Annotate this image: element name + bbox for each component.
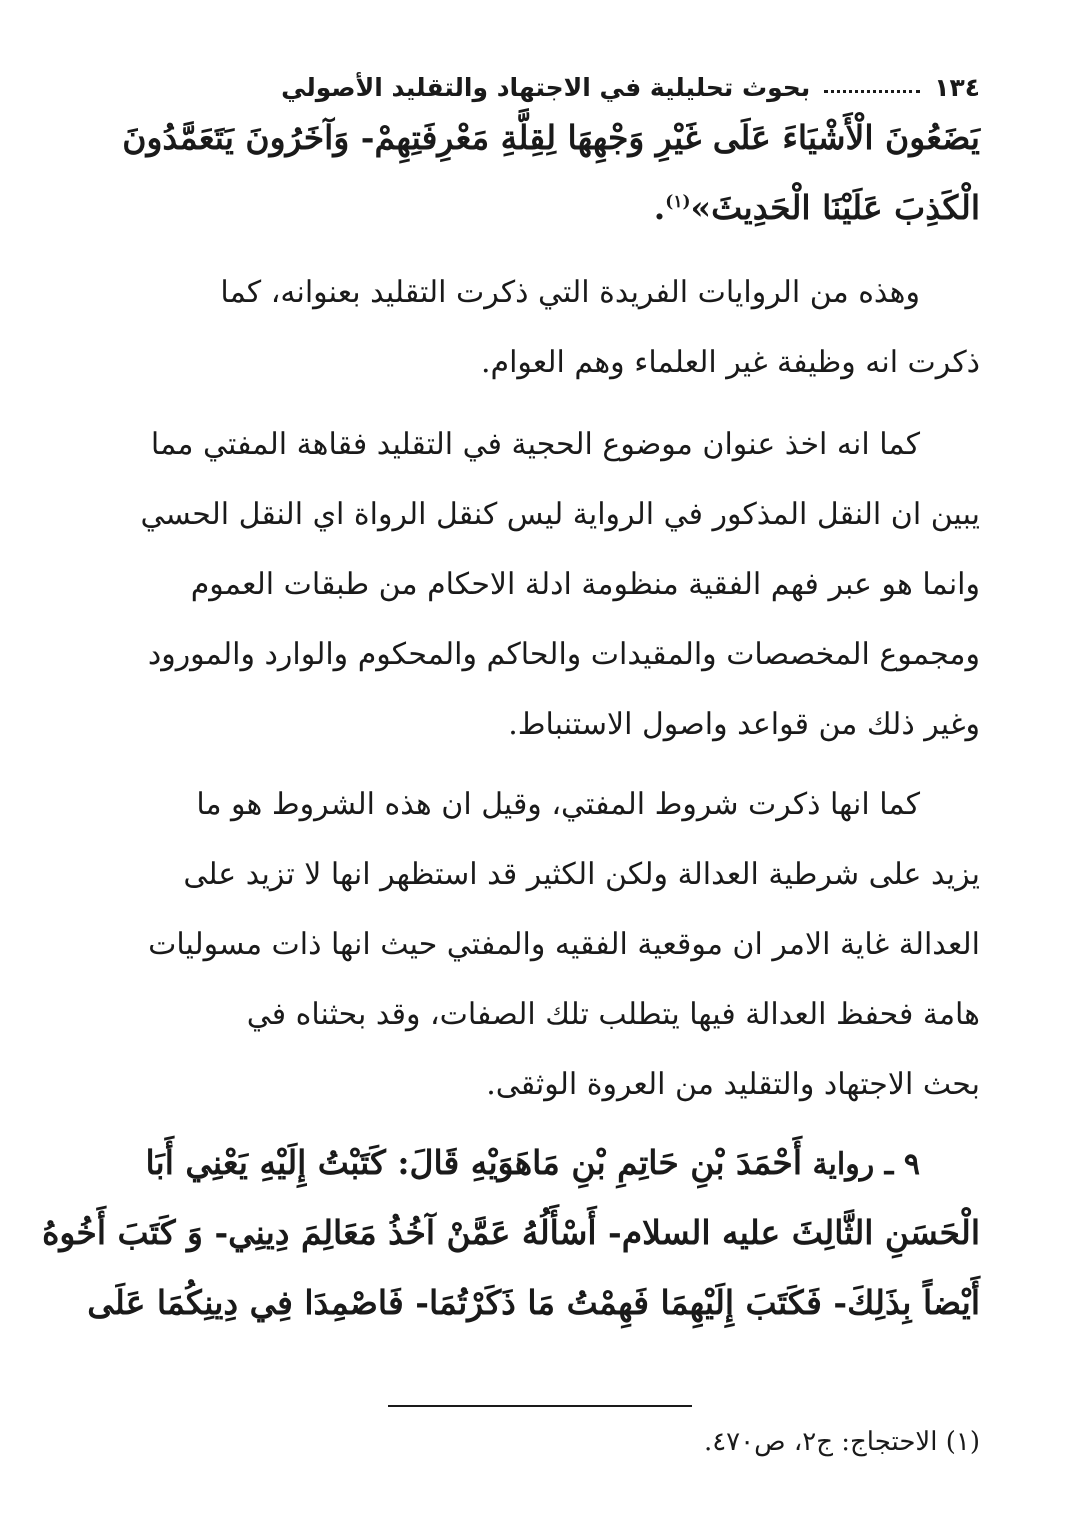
paragraph-2 — [103, 410, 980, 760]
paragraph-line: كما انها ذكرت شروط المفتي، وقيل ان هذه الشروط هو ما — [196, 787, 920, 822]
paragraph-line: يزيد على شرطية العدالة ولكن الكثير قد استظهر انها لا تزيد على — [183, 857, 980, 892]
narration-line: ٩ ـ رواية أَحْمَدَ بْنِ حَاتِمِ بْنِ مَاهَوَيْهِ قَالَ: كَتَبْتُ إِلَيْهِ يَعْنِي أَبَا — [145, 1143, 920, 1182]
quote-line-2: الْكَذِبَ عَلَيْنَا الْحَدِيثَ»$^{(١)}$. — [653, 188, 980, 227]
quote-continuation — [103, 103, 980, 243]
paragraph-line: هامة فحفظ العدالة فيها يتطلب تلك الصفات، وقد بحثناه في — [246, 997, 980, 1032]
footnote-reference: (١) — [665, 192, 691, 212]
paragraph-line: العدالة غاية الامر ان موقعية الفقيه والمفتي حيث انها ذات مسوليات — [148, 927, 980, 962]
paragraph-line: بحث الاجتهاد والتقليد من العروة الوثقى. — [486, 1067, 980, 1102]
dotted-leader — [824, 90, 920, 93]
book-title: بحوث تحليلية في الاجتهاد والتقليد الأصولي — [281, 73, 811, 102]
narration-line: الْحَسَنِ الثَّالِثَ عليه السلام- أَسْأَلُهُ عَمَّنْ آخُذُ مَعَالِمَ دِينِي- وَ كَتَبَ أَخُوهُ — [42, 1213, 980, 1252]
paragraph-1 — [103, 258, 980, 398]
footnote: (١) الاحتجاج: ج٢، ص٤٧٠. — [703, 1427, 980, 1457]
footnote-separator — [388, 1405, 692, 1407]
paragraph-line: وغير ذلك من قواعد واصول الاستنباط. — [508, 707, 980, 742]
paragraph-line: ذكرت انه وظيفة غير العلماء وهم العوام. — [480, 345, 980, 380]
paragraph-3 — [103, 770, 980, 1120]
paragraph-line: يبين ان النقل المذكور في الرواية ليس كنقل الرواة اي النقل الحسي — [140, 497, 980, 532]
paragraph-line: ومجموع المخصصات والمقيدات والحاكم والمحكوم والوارد والمورود — [147, 637, 980, 672]
narration-label: ٩ ـ رواية — [802, 1147, 920, 1182]
paragraph-line: كما انه اخذ عنوان موضوع الحجية في التقليد فقاهة المفتي مما — [150, 427, 920, 462]
narration-9 — [42, 1128, 980, 1338]
running-header — [103, 52, 980, 102]
page-number: ١٣٤ — [934, 73, 980, 102]
narration-line: أَيْضاً بِذَلِكَ- فَكَتَبَ إِلَيْهِمَا فَهِمْتُ مَا ذَكَرْتُمَا- فَاصْمِدَا فِي دِينِكُمَا عَلَى — [87, 1283, 980, 1322]
paragraph-line: وهذه من الروايات الفريدة التي ذكرت التقليد بعنوانه، كما — [220, 275, 920, 310]
quote-line-1: يَضَعُونَ الْأَشْيَاءَ عَلَى غَيْرِ وَجْهِهَا لِقِلَّةِ مَعْرِفَتِهِمْ- وَآخَرُونَ يَتَعَمَّدُونَ — [122, 118, 980, 157]
paragraph-line: وانما هو عبر فهم الفقية منظومة ادلة الاحكام من طبقات العموم — [190, 567, 980, 602]
